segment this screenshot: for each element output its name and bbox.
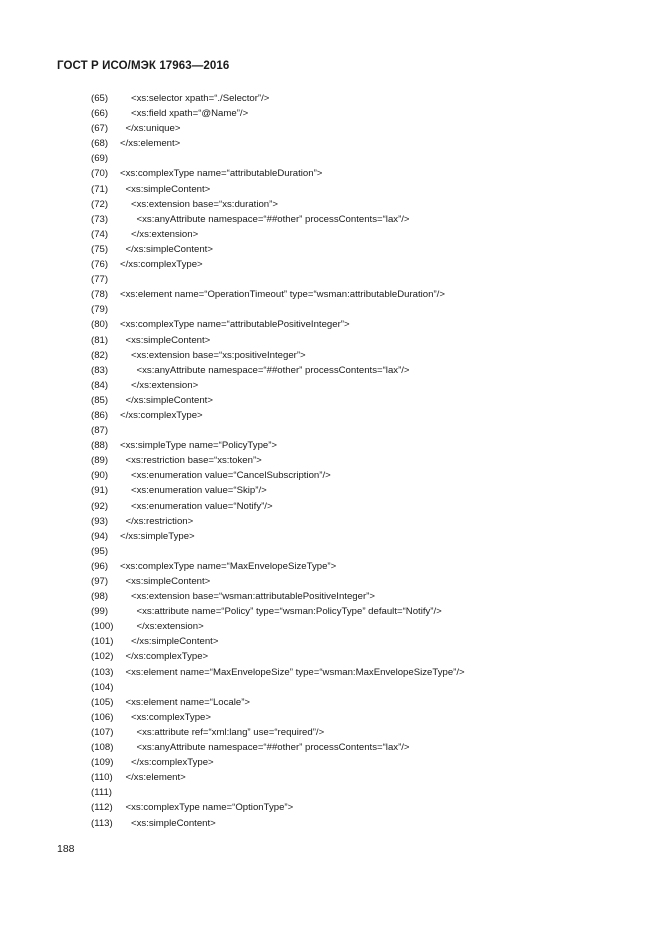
code-line — [0, 785, 661, 800]
code-line — [0, 302, 661, 317]
code-line — [0, 468, 661, 483]
line-number: (73) — [91, 213, 109, 225]
line-number: (78) — [91, 289, 109, 301]
line-code: </xs:element> — [125, 772, 186, 784]
line-code: <xs:simpleContent> — [125, 334, 211, 346]
code-line — [0, 423, 661, 438]
line-number: (111) — [91, 787, 112, 799]
line-code: <xs:complexType name=“attributablePositiveInteger”> — [120, 319, 350, 331]
line-code: </xs:simpleContent> — [131, 636, 219, 648]
code-line — [0, 816, 661, 831]
code-line — [0, 755, 661, 770]
code-line — [0, 619, 661, 634]
line-number: (69) — [91, 153, 109, 165]
line-number: (103) — [91, 666, 114, 678]
line-code: </xs:restriction> — [125, 515, 194, 527]
code-line — [0, 559, 661, 574]
code-line — [0, 453, 661, 468]
line-number: (72) — [91, 198, 109, 210]
line-code: <xs:enumeration value=“Notify”/> — [131, 500, 273, 512]
page-header: ГОСТ Р ИСО/МЭК 17963—2016 — [57, 60, 230, 72]
code-line — [0, 483, 661, 498]
line-code: <xs:complexType name=“MaxEnvelopeSizeType”> — [120, 560, 337, 572]
code-line — [0, 725, 661, 740]
line-number: (95) — [91, 545, 109, 557]
line-code: <xs:complexType name=“OptionType”> — [125, 802, 294, 814]
line-code: <xs:extension base=“xs:duration”> — [131, 198, 278, 210]
line-code: </xs:extension> — [131, 228, 199, 240]
line-code: <xs:extension base=“wsman:attributablePositiveInteger”> — [131, 591, 375, 603]
line-number: (71) — [91, 183, 109, 195]
line-number: (77) — [91, 274, 109, 286]
line-number: (86) — [91, 409, 109, 421]
line-code: </xs:extension> — [136, 621, 204, 633]
line-number: (76) — [91, 259, 109, 271]
line-number: (74) — [91, 228, 109, 240]
line-code: </xs:unique> — [125, 123, 181, 135]
line-code: <xs:simpleContent> — [131, 817, 216, 829]
line-code: <xs:attribute name=“Policy” type=“wsman:PolicyType” default=“Notify”/> — [136, 606, 442, 618]
line-number: (94) — [91, 530, 109, 542]
code-line — [0, 317, 661, 332]
line-code: <xs:complexType name=“attributableDuration”> — [120, 168, 323, 180]
code-line — [0, 649, 661, 664]
code-line — [0, 665, 661, 680]
line-number: (68) — [91, 138, 109, 150]
line-number: (88) — [91, 440, 109, 452]
code-listing — [0, 91, 661, 831]
line-number: (91) — [91, 485, 109, 497]
code-line — [0, 257, 661, 272]
line-number: (65) — [91, 93, 109, 104]
line-number: (67) — [91, 123, 109, 135]
line-code: <xs:anyAttribute namespace=“##other” processContents=“lax”/> — [136, 364, 410, 376]
line-code: <xs:attribute ref=“xml:lang” use=“required”/> — [136, 726, 325, 738]
line-number: (108) — [91, 742, 114, 754]
line-code: </xs:complexType> — [125, 651, 209, 663]
line-code: <xs:enumeration value=“CancelSubscription”/> — [131, 470, 331, 482]
line-code: <xs:element name=“MaxEnvelopeSize” type=“wsman:MaxEnvelopeSizeType”/> — [125, 666, 465, 678]
line-code: <xs:selector xpath=“./Selector”/> — [131, 93, 270, 104]
line-number: (90) — [91, 470, 109, 482]
line-number: (70) — [91, 168, 109, 180]
line-code: </xs:extension> — [131, 379, 199, 391]
line-code: <xs:simpleContent> — [125, 576, 211, 587]
line-number: (93) — [91, 515, 109, 527]
line-number: (104) — [91, 681, 114, 693]
line-code: <xs:simpleContent> — [125, 183, 211, 195]
code-line — [0, 363, 661, 378]
line-number: (106) — [91, 711, 114, 723]
line-code: </xs:complexType> — [131, 757, 214, 769]
line-number: (113) — [91, 817, 113, 829]
line-number: (75) — [91, 243, 109, 255]
line-code: <xs:anyAttribute namespace=“##other” processContents=“lax”/> — [136, 742, 410, 754]
line-code: </xs:element> — [120, 138, 181, 150]
code-line — [0, 227, 661, 242]
line-number: (92) — [91, 500, 109, 512]
line-code: </xs:simpleType> — [120, 530, 195, 542]
line-number: (80) — [91, 319, 109, 331]
line-code: <xs:field xpath=“@Name”/> — [131, 108, 249, 120]
code-line — [0, 634, 661, 649]
line-number: (102) — [91, 651, 114, 663]
code-line — [0, 393, 661, 408]
line-number: (89) — [91, 455, 109, 467]
line-number: (82) — [91, 349, 109, 361]
code-line — [0, 106, 661, 121]
line-number: (85) — [91, 394, 109, 406]
code-line — [0, 740, 661, 755]
line-code: </xs:simpleContent> — [125, 243, 213, 255]
line-number: (107) — [91, 726, 114, 738]
line-code: </xs:complexType> — [120, 409, 203, 421]
line-code: <xs:anyAttribute namespace=“##other” processContents=“lax”/> — [136, 213, 410, 225]
code-line — [0, 378, 661, 393]
line-code: <xs:extension base=“xs:positiveInteger”> — [131, 349, 306, 361]
line-number: (83) — [91, 364, 109, 376]
line-number: (87) — [91, 425, 109, 437]
line-number: (79) — [91, 304, 109, 316]
line-code: <xs:complexType> — [131, 711, 211, 723]
line-number: (97) — [91, 576, 109, 587]
page-number: 188 — [57, 843, 75, 855]
code-line — [0, 710, 661, 725]
code-line — [0, 197, 661, 212]
code-line — [0, 348, 661, 363]
code-line — [0, 544, 661, 559]
code-line — [0, 695, 661, 710]
line-number: (98) — [91, 591, 109, 603]
code-line — [0, 800, 661, 815]
code-line — [0, 287, 661, 302]
code-line — [0, 604, 661, 619]
line-code: </xs:simpleContent> — [125, 394, 213, 406]
code-line — [0, 680, 661, 695]
code-line — [0, 529, 661, 544]
code-line — [0, 574, 661, 589]
code-line — [0, 770, 661, 785]
line-number: (109) — [91, 757, 114, 769]
line-number: (84) — [91, 379, 109, 391]
code-line — [0, 242, 661, 257]
code-line — [0, 514, 661, 529]
line-code: <xs:element name=“Locale”> — [125, 696, 251, 708]
code-line — [0, 166, 661, 181]
code-line — [0, 151, 661, 166]
line-number: (81) — [91, 334, 109, 346]
line-code: <xs:element name=“OperationTimeout” type=“wsman:attributableDuration”/> — [120, 289, 445, 301]
line-number: (112) — [91, 802, 113, 814]
line-number: (99) — [91, 606, 109, 618]
line-number: (105) — [91, 696, 114, 708]
line-code: <xs:enumeration value=“Skip”/> — [131, 485, 267, 497]
code-line — [0, 333, 661, 348]
code-line — [0, 272, 661, 287]
code-line — [0, 408, 661, 423]
code-line — [0, 589, 661, 604]
code-line — [0, 121, 661, 136]
code-line — [0, 136, 661, 151]
line-number: (100) — [91, 621, 114, 633]
line-code: <xs:simpleType name=“PolicyType”> — [120, 440, 278, 452]
code-line — [0, 438, 661, 453]
code-line — [0, 91, 661, 106]
line-code: </xs:complexType> — [120, 259, 203, 271]
line-number: (66) — [91, 108, 109, 120]
line-code: <xs:restriction base=“xs:token”> — [125, 455, 262, 467]
code-line — [0, 499, 661, 514]
line-number: (101) — [91, 636, 114, 648]
code-line — [0, 212, 661, 227]
code-line — [0, 182, 661, 197]
line-number: (96) — [91, 560, 109, 572]
line-number: (110) — [91, 772, 113, 784]
